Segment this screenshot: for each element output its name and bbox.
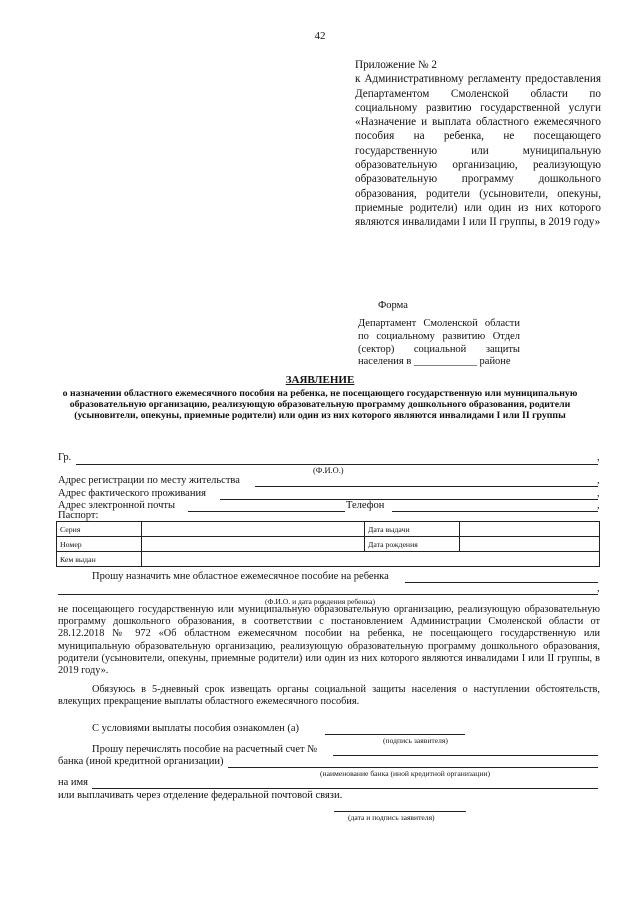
account-label: Прошу перечислять пособие на расчетный счет № bbox=[92, 744, 318, 755]
email-label: Адрес электронной почты bbox=[58, 500, 176, 511]
obligation-text bbox=[58, 684, 600, 708]
comma-mark: , bbox=[597, 500, 600, 511]
comma-mark: , bbox=[597, 583, 600, 594]
fio-hint: (Ф.И.О.) bbox=[313, 466, 344, 475]
name-field[interactable] bbox=[92, 788, 598, 789]
request-text: Прошу назначить мне областное ежемесячное пособие на ребенка bbox=[92, 571, 389, 582]
issue-date-label: Дата выдачи bbox=[365, 522, 460, 537]
date-sign-field[interactable] bbox=[334, 811, 466, 812]
gr-label: Гр. bbox=[58, 452, 72, 463]
name-label: на имя bbox=[58, 777, 88, 788]
document-title: ЗАЯВЛЕНИЕ bbox=[285, 374, 355, 386]
department-address: Департамент Смоленской области по социальному развитию Отдел (сектор) социальной защиты населения в ____________ районе bbox=[358, 318, 520, 368]
comma-mark: , bbox=[597, 475, 600, 486]
appendix-block bbox=[355, 58, 601, 230]
child-field-2[interactable] bbox=[58, 594, 598, 595]
fact-address-label: Адрес фактического проживания bbox=[58, 488, 206, 499]
form-label: Форма bbox=[378, 300, 408, 311]
bank-field[interactable] bbox=[228, 767, 598, 768]
issued-by-field[interactable] bbox=[142, 552, 600, 567]
issued-by-label: Кем выдан bbox=[57, 552, 142, 567]
comma-mark: , bbox=[597, 488, 600, 499]
table-row bbox=[57, 552, 600, 567]
reg-address-label: Адрес регистрации по месту жительства bbox=[58, 475, 240, 486]
child-hint: (Ф.И.О. и дата рождения ребенка) bbox=[265, 597, 376, 606]
table-row bbox=[57, 522, 600, 537]
phone-field[interactable] bbox=[392, 511, 598, 512]
date-sign-hint: (дата и подпись заявителя) bbox=[348, 813, 435, 822]
series-label: Серия bbox=[57, 522, 142, 537]
fact-address-field[interactable] bbox=[220, 499, 598, 500]
number-label: Номер bbox=[57, 537, 142, 552]
number-field[interactable] bbox=[142, 537, 365, 552]
birth-date-field[interactable] bbox=[460, 537, 600, 552]
reg-address-field[interactable] bbox=[255, 486, 598, 487]
bank-label: банка (иной кредитной организации) bbox=[58, 756, 224, 767]
conditions-text: С условиями выплаты пособия ознакомлен (а) bbox=[92, 723, 300, 734]
obligation-content: Обязуюсь в 5-дневный срок извещать органы социальной защиты населения о наступлении обстоятельств, влекущих прекращение выплаты областного ежемесячного пособия. bbox=[58, 684, 600, 708]
appendix-title: Приложение № 2 bbox=[355, 59, 437, 71]
email-field[interactable] bbox=[188, 511, 345, 512]
account-field[interactable] bbox=[333, 755, 598, 756]
comma-mark: , bbox=[597, 452, 600, 463]
passport-table bbox=[56, 521, 600, 567]
issue-date-field[interactable] bbox=[460, 522, 600, 537]
body-text: не посещающего государственную или муниципальную образовательную организацию, реализующую образовательную программу дошкольного образования, в соответствии с постановлением Администрации Смоленской области от 28.12.2018 № 972 «Об областном ежемесячном пособии на ребенка, не посещающего государственную или муниципальную образовательную организацию, реализующую образовательную программу дошкольного образования, родители (усыновители, опекуны, приемные родители) или один из них которого являются инвалидами I или II группы, в 2019 году». bbox=[58, 604, 600, 677]
post-text: или выплачивать через отделение федеральной почтовой связи. bbox=[58, 790, 343, 801]
birth-date-label: Дата рождения bbox=[365, 537, 460, 552]
table-row bbox=[57, 537, 600, 552]
fio-field[interactable] bbox=[76, 464, 598, 465]
page-number: 42 bbox=[314, 30, 326, 42]
bank-hint: (наименование банка (иной кредитной организации) bbox=[320, 769, 490, 778]
passport-label: Паспорт: bbox=[58, 510, 99, 521]
appendix-text: к Административному регламенту предоставления Департаментом Смоленской области по социальному развитию государственной услуги «Назначение и выплата областного ежемесячного пособия на ребенка, не посещающего государственную или муниципальную образовательную организацию, реализующую образовательную программу дошкольного образования, родители (усыновители, опекуны, приемные родители) или один из них которого являются инвалидами I или II группы, в 2019 году» bbox=[355, 73, 601, 229]
conditions-sign-field[interactable] bbox=[325, 734, 465, 735]
series-field[interactable] bbox=[142, 522, 365, 537]
phone-label: Телефон bbox=[346, 500, 385, 511]
child-field-1[interactable] bbox=[405, 582, 598, 583]
document-subtitle: о назначении областного ежемесячного пособия на ребенка, не посещающего государственную или муниципальную образовательную организацию, реализующую образовательную программу дошкольного образования, родители (усыновители, опекуны, приемные родители) или один из них которого являются инвалидами I или II группы bbox=[62, 388, 578, 422]
sign-hint: (подпись заявителя) bbox=[383, 736, 448, 745]
